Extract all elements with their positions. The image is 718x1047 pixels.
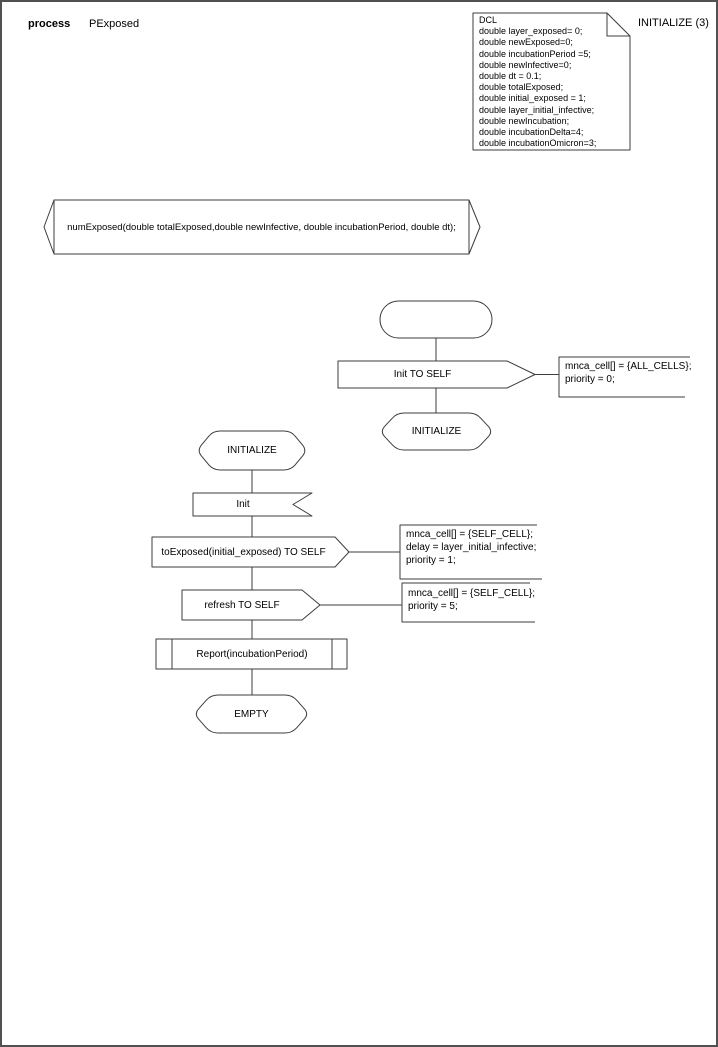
procedure-declaration-text[interactable]: numExposed(double totalExposed,double newInfective, double incubationPeriod, double dt); <box>67 221 456 233</box>
comment-init-text[interactable] <box>565 360 691 386</box>
comment-line: mnca_cell[] = {SELF_CELL}; <box>408 588 536 599</box>
dcl-line: double layer_exposed= 0; <box>479 26 583 37</box>
state-initialize-right-label[interactable]: INITIALIZE <box>411 426 462 437</box>
send-toexposed-label[interactable]: toExposed(initial_exposed) TO SELF <box>161 546 326 558</box>
dcl-line: double incubationOmicron=3; <box>479 138 597 149</box>
dcl-line: double layer_initial_infective; <box>479 104 595 115</box>
send-init-label[interactable]: Init TO SELF <box>393 369 452 380</box>
state-initialize-left-label[interactable]: INITIALIZE <box>227 445 277 456</box>
dcl-line: double totalExposed; <box>479 82 564 93</box>
dcl-line: double incubationPeriod =5; <box>479 48 591 59</box>
dcl-declarations[interactable] <box>479 15 596 149</box>
dcl-line: double newIncubation; <box>479 115 570 126</box>
comment-line: delay = layer_initial_infective; <box>406 542 537 553</box>
comment-line: priority = 0; <box>565 374 615 385</box>
dcl-line: DCL <box>479 15 498 25</box>
dcl-line: double initial_exposed = 1; <box>479 93 586 104</box>
comment-toexposed-text[interactable] <box>406 528 536 567</box>
dcl-line: double dt = 0.1; <box>479 71 542 82</box>
comment-line: mnca_cell[] = {ALL_CELLS}; <box>565 361 692 372</box>
state-empty-label[interactable]: EMPTY <box>234 708 269 720</box>
process-name: PExposed <box>89 18 140 30</box>
start-state-shape[interactable] <box>380 301 492 338</box>
comment-refresh-text[interactable] <box>408 587 535 613</box>
process-kind-label: process <box>28 18 71 30</box>
comment-line: priority = 1; <box>406 555 456 566</box>
page-label: INITIALIZE (3) <box>638 17 709 29</box>
dcl-line: double newExposed=0; <box>479 37 573 48</box>
diagram-canvas <box>2 2 718 1047</box>
send-refresh-label[interactable]: refresh TO SELF <box>204 599 280 611</box>
comment-line: mnca_cell[] = {SELF_CELL}; <box>406 529 534 540</box>
input-init-label[interactable]: Init <box>236 499 250 510</box>
comment-line: priority = 5; <box>408 601 458 612</box>
procedure-call-label[interactable]: Report(incubationPeriod) <box>196 648 308 660</box>
dcl-line: double newInfective=0; <box>479 59 572 70</box>
dcl-line: double incubationDelta=4; <box>479 127 584 138</box>
